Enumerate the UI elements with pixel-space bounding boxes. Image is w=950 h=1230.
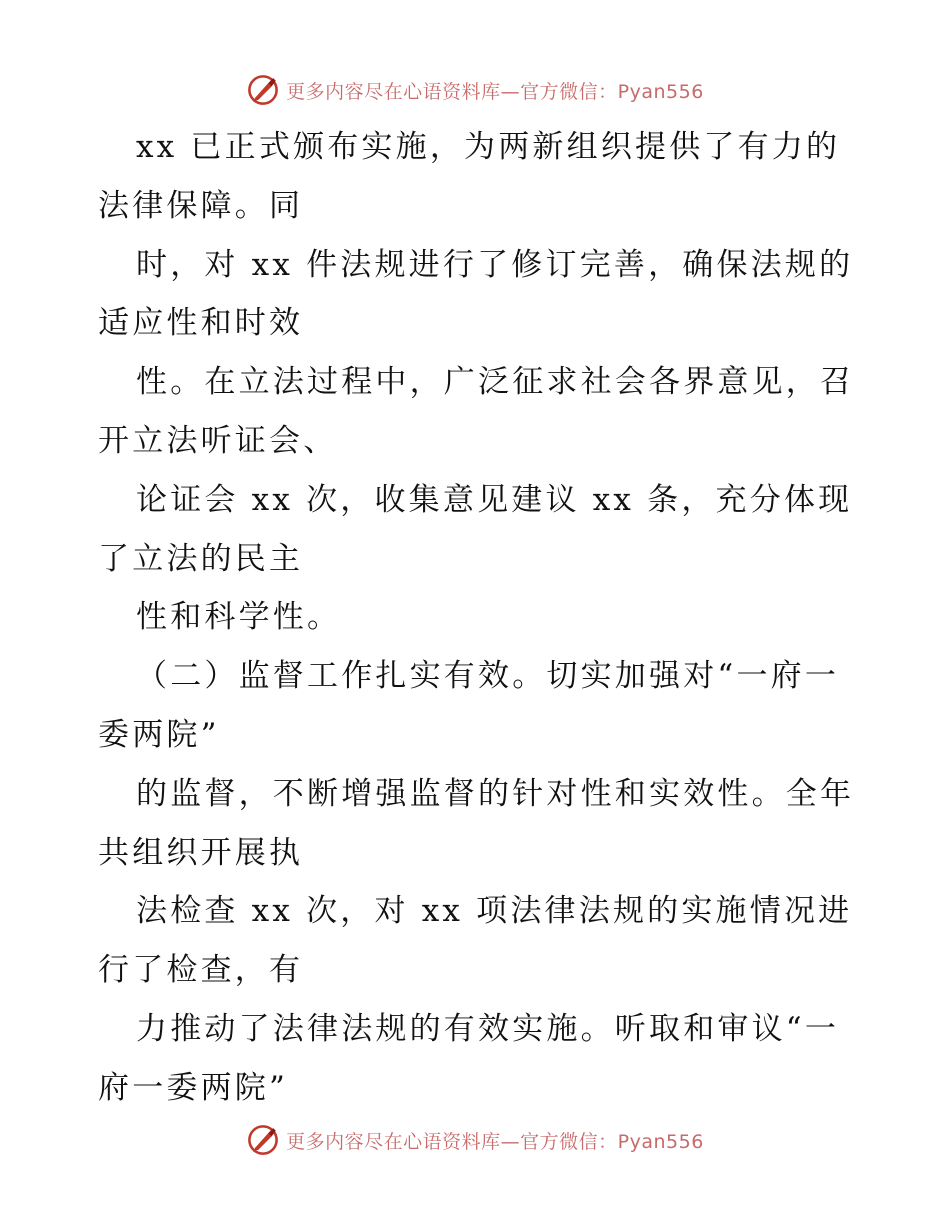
watermark-text: 更多内容尽在心语资料库—官方微信：Pyan556 <box>286 1130 704 1153</box>
document-body <box>98 118 858 1118</box>
text-line: xx 已正式颁布实施，为两新组织提供了有力的 <box>136 129 841 165</box>
text-line: 的监督，不断增强监督的针对性和实效性。全年 <box>136 775 855 812</box>
header-watermark <box>0 70 950 110</box>
text-line: 法检查 xx 次，对 xx 项法律法规的实施情况进 <box>136 893 853 930</box>
text-line: 法律保障。同 <box>98 187 304 224</box>
footer-watermark <box>0 1120 950 1160</box>
pen-logo-icon <box>246 1123 280 1157</box>
pen-logo-icon <box>246 73 280 107</box>
text-line: 论证会 xx 次，收集意见建议 xx 条，充分体现 <box>136 481 853 518</box>
text-line: 行了检查，有 <box>98 952 304 989</box>
text-line: 时，对 xx 件法规进行了修订完善，确保法规的 <box>136 246 854 283</box>
watermark-text: 更多内容尽在心语资料库—官方微信：Pyan556 <box>286 80 704 103</box>
text-line: 了立法的民主 <box>98 540 304 577</box>
text-line: 性和科学性。 <box>136 599 342 636</box>
text-line: 委两院” <box>98 716 220 753</box>
text-line: 府一委两院” <box>98 1069 289 1106</box>
text-line: 共组织开展执 <box>98 834 304 871</box>
text-line: 开立法听证会、 <box>98 422 338 459</box>
text-line: 适应性和时效 <box>98 305 304 342</box>
text-line: 性。在立法过程中，广泛征求社会各界意见，召 <box>136 364 855 401</box>
text-line: 力推动了法律法规的有效实施。听取和审议“一 <box>136 1010 840 1047</box>
text-line: （二）监督工作扎实有效。切实加强对“一府一 <box>136 658 840 695</box>
